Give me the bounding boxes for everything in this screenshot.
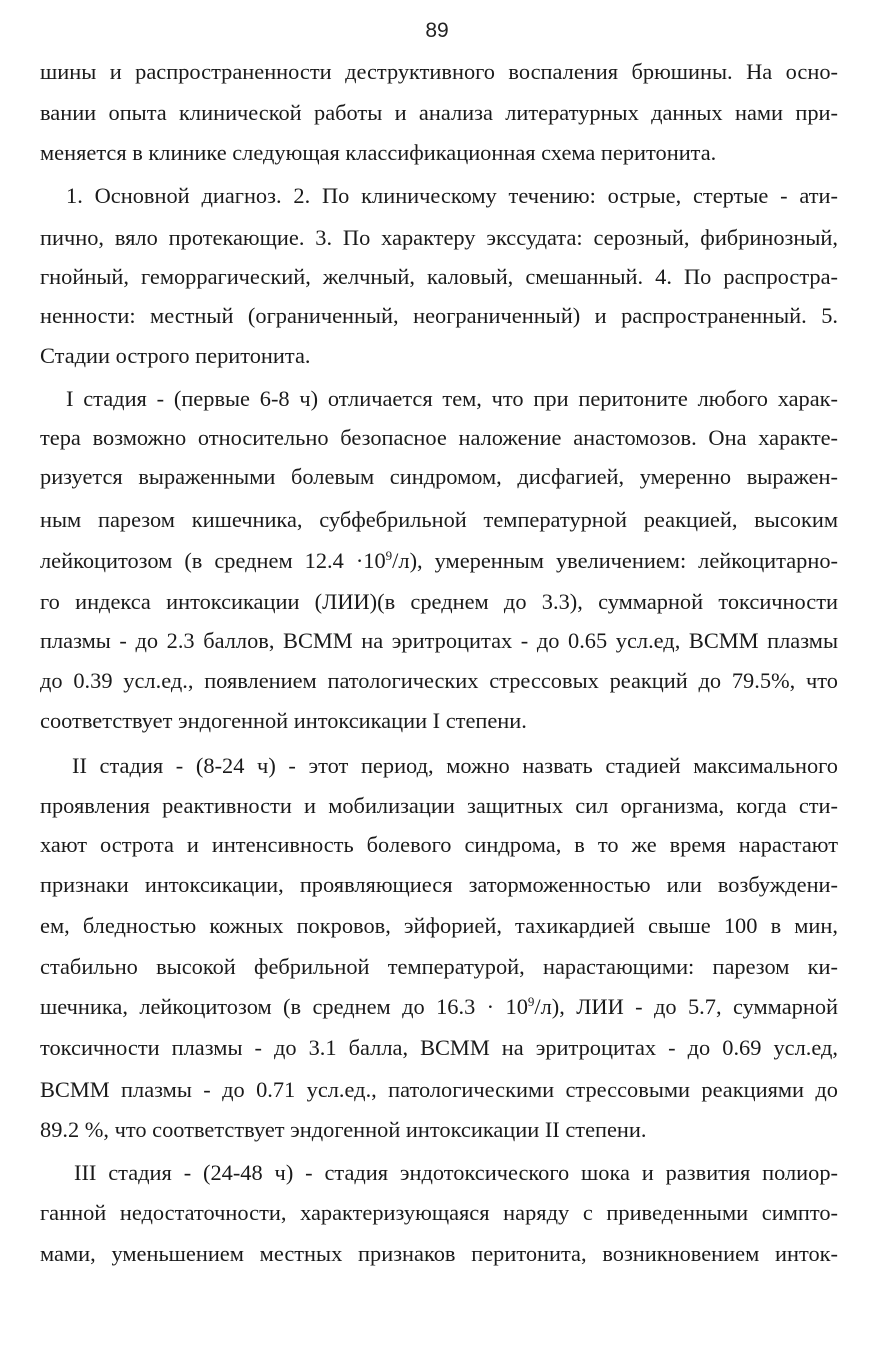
text-line: хают острота и интенсивность болевого синдрома, в то же время нарастают bbox=[40, 832, 838, 857]
text-line: плазмы - до 2.3 баллов, ВСММ на эритроцитах - до 0.65 усл.ед, ВСММ плазмы bbox=[40, 628, 838, 653]
text-line: меняется в клинике следующая классификационная схема перитонита. bbox=[40, 140, 717, 165]
superscript: 9 bbox=[385, 548, 393, 563]
text-line: Стадии острого перитонита. bbox=[40, 343, 311, 368]
text-line: ВСММ плазмы - до 0.71 усл.ед., патологическими стрессовыми реакциями до bbox=[40, 1077, 838, 1102]
text-line: I стадия - (первые 6-8 ч) отличается тем, что при перитоните любого харак- bbox=[66, 386, 838, 411]
text-line: токсичности плазмы - до 3.1 балла, ВСММ на эритроцитах - до 0.69 усл.ед, bbox=[40, 1035, 838, 1060]
text-line: соответствует эндогенной интоксикации I степени. bbox=[40, 708, 527, 733]
text-line: го индекса интоксикации (ЛИИ)(в среднем до 3.3), суммарной токсичности bbox=[40, 589, 838, 614]
superscript: 9 bbox=[527, 994, 535, 1009]
text-line: проявления реактивности и мобилизации защитных сил организма, когда сти- bbox=[40, 793, 838, 818]
text-line: признаки интоксикации, проявляющиеся заторможенностью или возбуждени- bbox=[40, 872, 838, 897]
text-line: тера возможно относительно безопасное наложение анастомозов. Она характе- bbox=[40, 425, 838, 450]
text-line: II стадия - (8-24 ч) - этот период, можно назвать стадией максимального bbox=[72, 753, 838, 778]
text-line: ненности: местный (ограниченный, неограниченный) и распространенный. 5. bbox=[40, 303, 838, 328]
text-line: ным парезом кишечника, субфебрильной температурной реакцией, высоким bbox=[40, 507, 838, 532]
text-line: до 0.39 усл.ед., появлением патологических стрессовых реакций до 79.5%, что bbox=[40, 668, 838, 693]
text-line: шечника, лейкоцитозом (в среднем до $16.3 \cdot 10^9/л$), ЛИИ - до 5.7, суммарной bbox=[40, 994, 838, 1019]
text-line: лейкоцитозом (в среднем $12.4 \cdot 10^9/л$), умеренным увеличением: лейкоцитарно- bbox=[40, 548, 838, 573]
text-line: гнойный, геморрагический, желчный, каловый, смешанный. 4. По распростра- bbox=[40, 264, 838, 289]
text-line: мами, уменьшением местных признаков перитонита, возникновением инток- bbox=[40, 1241, 838, 1266]
text-line: стабильно высокой фебрильной температурой, нарастающими: парезом ки- bbox=[40, 954, 838, 979]
text-line: ризуется выраженными болевым синдромом, дисфагией, умеренно выражен- bbox=[40, 464, 838, 489]
text-line: вании опыта клинической работы и анализа литературных данных нами при- bbox=[40, 100, 838, 125]
text-line: шины и распространенности деструктивного воспаления брюшины. На осно- bbox=[40, 59, 838, 84]
text-line: пично, вяло протекающие. 3. По характеру экссудата: серозный, фибринозный, bbox=[40, 225, 838, 250]
page-number: 89 bbox=[425, 19, 449, 42]
text-line: ем, бледностью кожных покровов, эйфорией, тахикардией свыше 100 в мин, bbox=[40, 913, 838, 938]
text-line: 1. Основной диагноз. 2. По клиническому течению: острые, стертые - ати- bbox=[66, 183, 838, 208]
text-line: ганной недостаточности, характеризующаяся наряду с приведенными симпто- bbox=[40, 1200, 838, 1225]
text-line: III стадия - (24-48 ч) - стадия эндотоксического шока и развития полиор- bbox=[74, 1160, 838, 1185]
text-line: 89.2 %, что соответствует эндогенной интоксикации II степени. bbox=[40, 1117, 647, 1142]
